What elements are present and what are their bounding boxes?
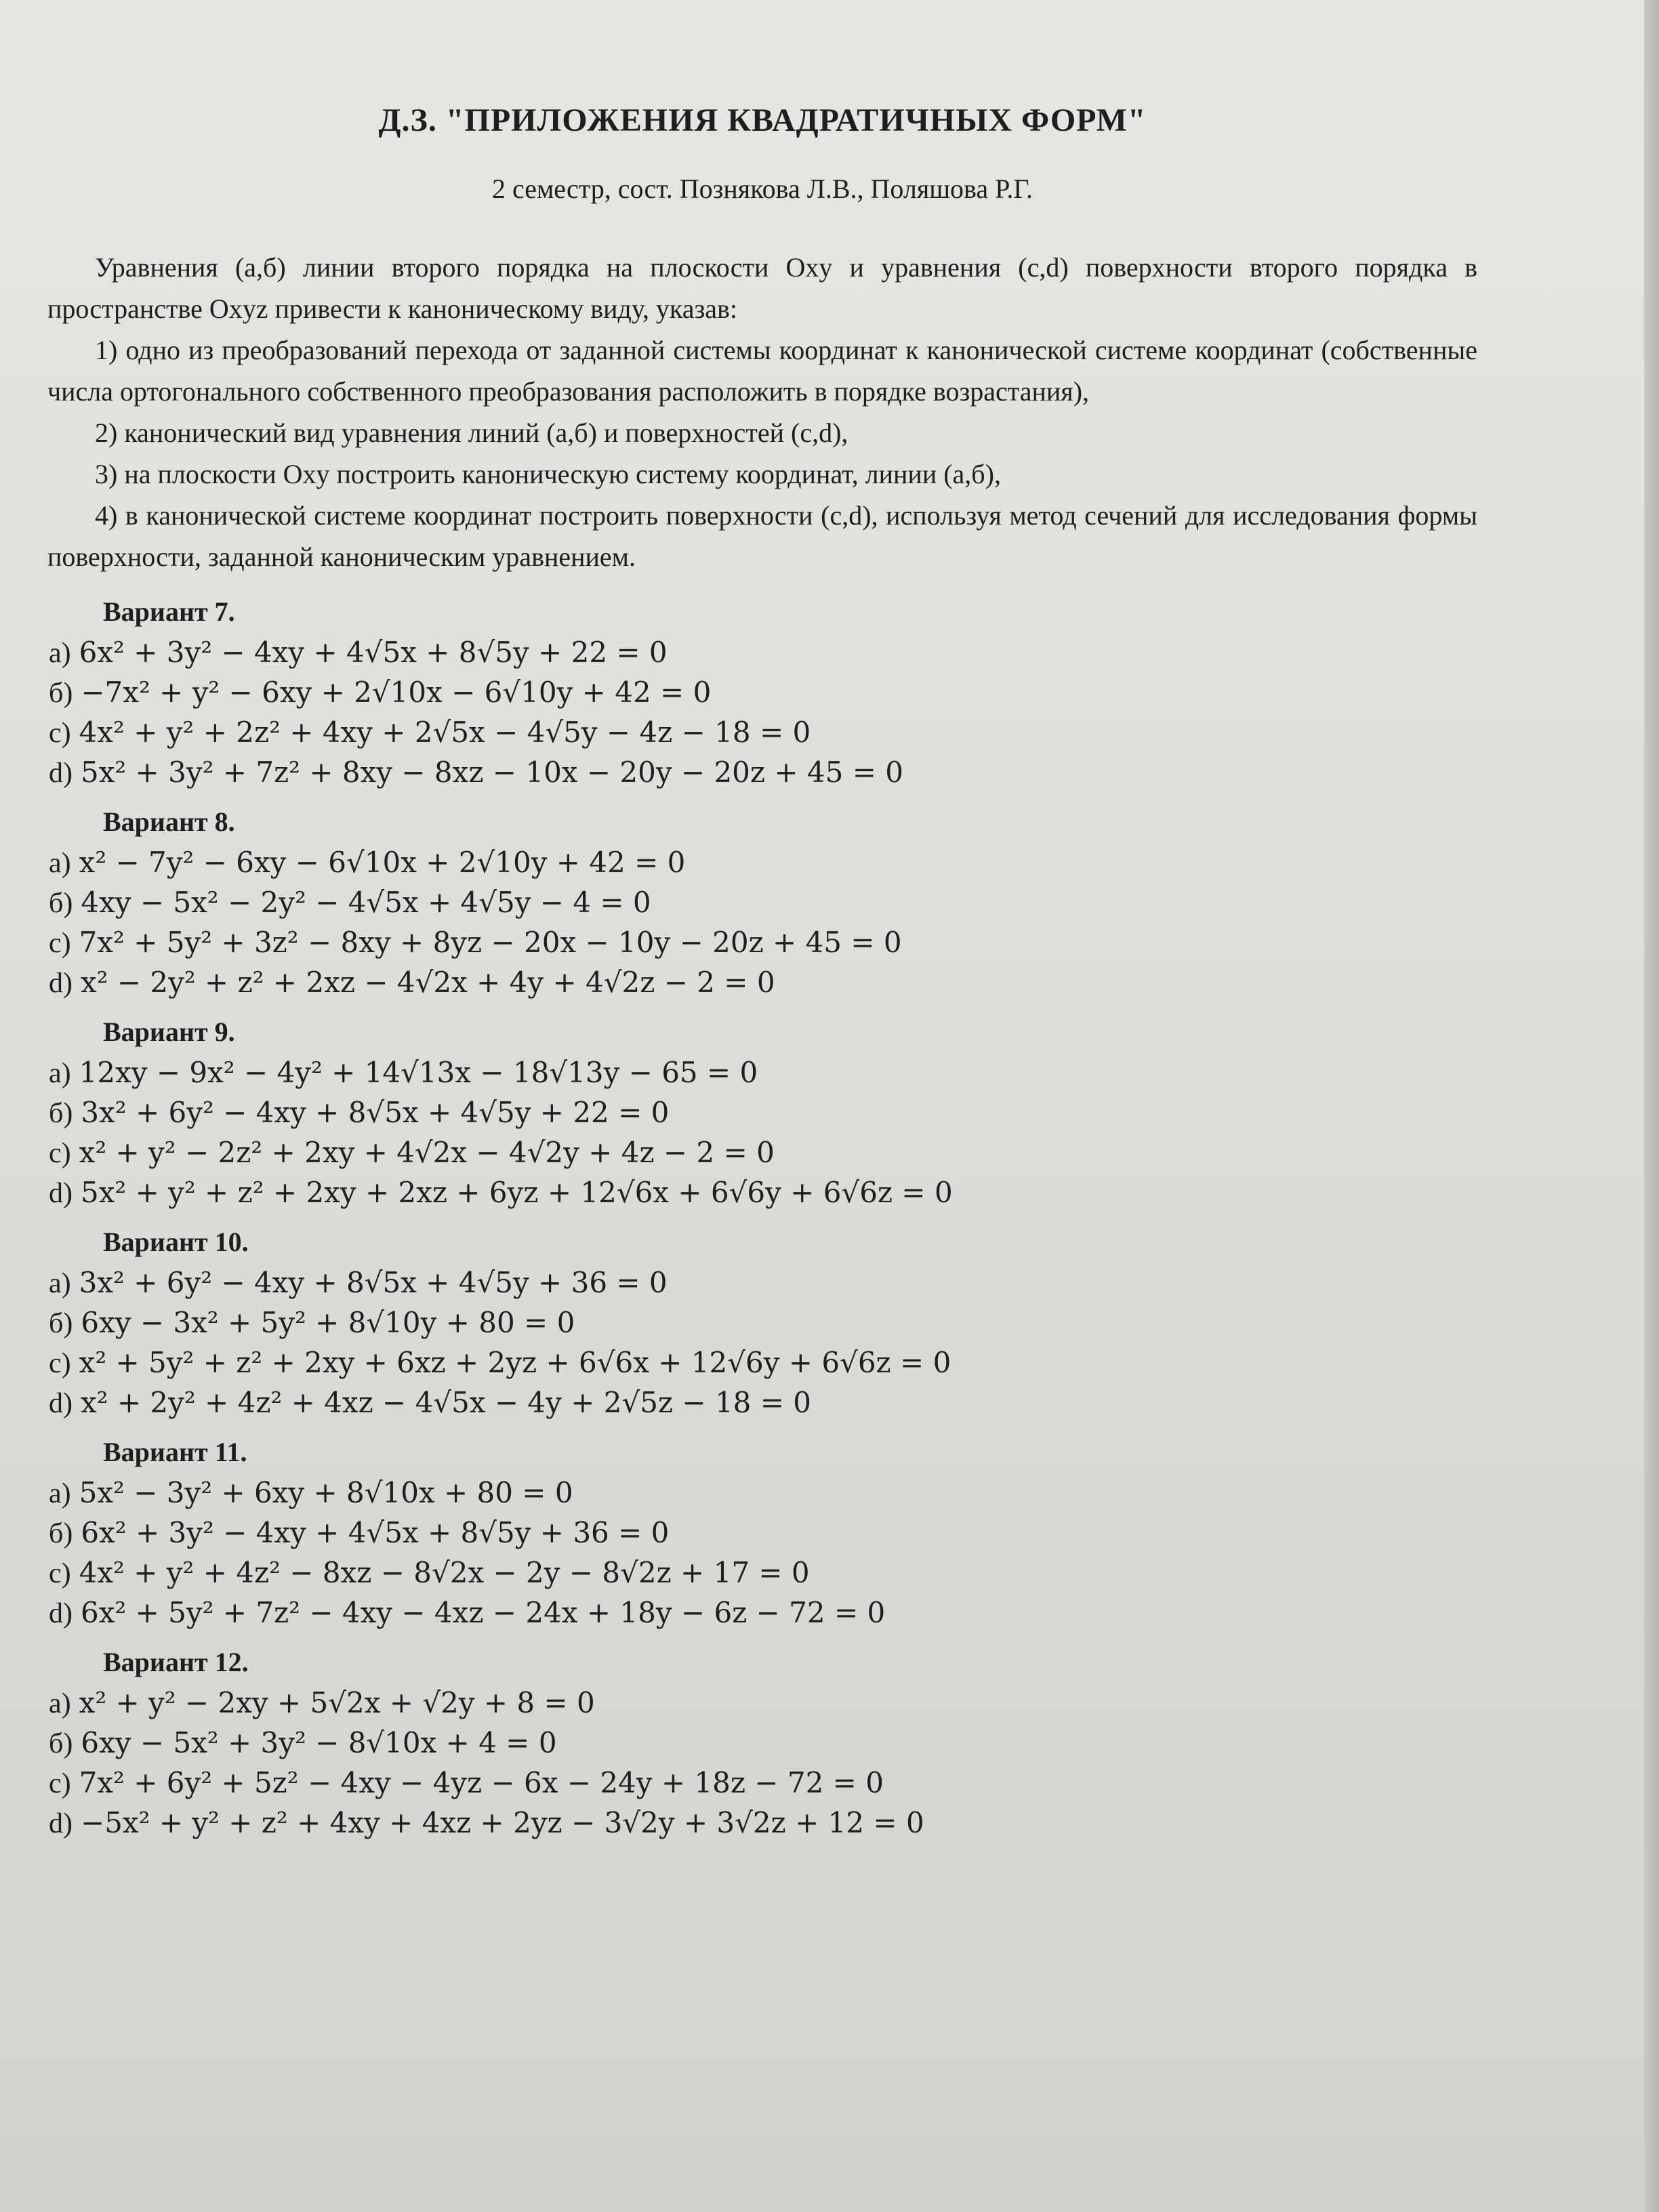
instruction-step-3: 3) на плоскости Oxy построить каноническую систему координат, линии (а,б), <box>95 459 1001 489</box>
variant-block <box>47 1643 1477 1843</box>
variant-title: Вариант 8. <box>103 806 235 837</box>
equation-text: 5x² + 3y² + 7z² + 8xy − 8xz − 10x − 20y − 20z + 45 = 0 <box>81 756 903 789</box>
equation-text: x² + y² − 2xy + 5√2x + √2y + 8 = 0 <box>79 1686 595 1719</box>
equation <box>49 1263 1477 1303</box>
equation <box>49 843 1477 883</box>
paper-edge <box>1644 0 1659 2212</box>
instruction-step-2: 2) канонический вид уравнения линий (а,б) и поверхностей (c,d), <box>95 417 848 448</box>
equation-label: d) <box>49 1808 73 1839</box>
equation-label: d) <box>49 1178 73 1209</box>
equation <box>49 1053 1477 1093</box>
variant-title: Вариант 9. <box>103 1017 235 1047</box>
equation-label: d) <box>49 1598 73 1629</box>
equation-label: c) <box>49 1348 71 1379</box>
instructions <box>47 247 1477 577</box>
variant-block <box>47 1433 1477 1633</box>
equation <box>49 1303 1477 1343</box>
equation-label: б) <box>49 1098 73 1129</box>
instruction-step-1: 1) одно из преобразований перехода от заданной системы координат к канонической системе координат (собственные числа ортогонального собственного преобразования расположить в порядке возрастания), <box>47 335 1477 407</box>
document-title: Д.З. "ПРИЛОЖЕНИЯ КВАДРАТИЧНЫХ ФОРМ" <box>378 102 1147 138</box>
equation-label: а) <box>49 638 71 669</box>
instructions-paragraph: Уравнения (а,б) линии второго порядка на плоскости Oxy и уравнения (c,d) поверхности второго порядка в пространстве Oxyz привести к каноническому виду, указав: <box>47 252 1477 324</box>
equation <box>49 633 1477 673</box>
document-content <box>47 102 1477 1843</box>
equation-label: c) <box>49 1558 71 1589</box>
equation <box>49 883 1477 923</box>
equation-text: x² − 2y² + z² + 2xz − 4√2x + 4y + 4√2z − 2 = 0 <box>81 966 775 999</box>
equation <box>49 713 1477 753</box>
equation-text: −7x² + y² − 6xy + 2√10x − 6√10y + 42 = 0 <box>81 676 712 709</box>
equation-text: 6xy − 3x² + 5y² + 8√10y + 80 = 0 <box>81 1306 575 1339</box>
equation-text: 6xy − 5x² + 3y² − 8√10x + 4 = 0 <box>81 1726 557 1759</box>
equation-text: 3x² + 6y² − 4xy + 8√5x + 4√5y + 22 = 0 <box>81 1096 670 1129</box>
equation-text: x² + 2y² + 4z² + 4xz − 4√5x − 4y + 2√5z − 18 = 0 <box>81 1386 812 1419</box>
equation <box>49 1763 1477 1803</box>
equation-text: 6x² + 3y² − 4xy + 4√5x + 8√5y + 22 = 0 <box>79 636 668 669</box>
equation-label: б) <box>49 1518 73 1549</box>
equation <box>49 1683 1477 1723</box>
variant-title: Вариант 7. <box>103 596 235 627</box>
equation-label: d) <box>49 968 73 999</box>
equation-label: d) <box>49 758 73 789</box>
equation-label: а) <box>49 1688 71 1719</box>
equation <box>49 1513 1477 1553</box>
variant-title: Вариант 12. <box>103 1647 249 1677</box>
equation <box>49 963 1477 1003</box>
equation-label: а) <box>49 848 71 879</box>
variant-block <box>47 1223 1477 1423</box>
equation-text: 3x² + 6y² − 4xy + 8√5x + 4√5y + 36 = 0 <box>79 1266 668 1299</box>
equation-label: а) <box>49 1268 71 1299</box>
equation-text: −5x² + y² + z² + 4xy + 4xz + 2yz − 3√2y + 3√2z + 12 = 0 <box>81 1806 924 1839</box>
equation-label: c) <box>49 1138 71 1169</box>
equation-label: б) <box>49 1728 73 1759</box>
equation <box>49 673 1477 713</box>
equation-label: а) <box>49 1058 71 1089</box>
equation <box>49 1173 1477 1213</box>
equation <box>49 1553 1477 1593</box>
equation-text: 5x² − 3y² + 6xy + 8√10x + 80 = 0 <box>79 1476 573 1509</box>
variant-block <box>47 592 1477 793</box>
variants-list <box>47 592 1477 1843</box>
equation <box>49 1593 1477 1633</box>
equation-label: б) <box>49 678 73 709</box>
equation <box>49 1343 1477 1383</box>
equation-label: c) <box>49 1768 71 1799</box>
equation-text: x² + 5y² + z² + 2xy + 6xz + 2yz + 6√6x + 12√6y + 6√6z = 0 <box>79 1346 951 1379</box>
equation <box>49 1803 1477 1843</box>
equation <box>49 923 1477 963</box>
equation <box>49 1473 1477 1513</box>
equation-text: 5x² + y² + z² + 2xy + 2xz + 6yz + 12√6x + 6√6y + 6√6z = 0 <box>81 1176 953 1209</box>
equation-text: 7x² + 5y² + 3z² − 8xy + 8yz − 20x − 10y − 20z + 45 = 0 <box>79 926 902 959</box>
equation-text: 4x² + y² + 2z² + 4xy + 2√5x − 4√5y − 4z − 18 = 0 <box>79 716 811 749</box>
equation <box>49 1133 1477 1173</box>
equation-text: 6x² + 5y² + 7z² − 4xy − 4xz − 24x + 18y − 6z − 72 = 0 <box>81 1596 886 1629</box>
equation-text: x² + y² − 2z² + 2xy + 4√2x − 4√2y + 4z − 2 = 0 <box>79 1136 775 1169</box>
equation-text: 6x² + 3y² − 4xy + 4√5x + 8√5y + 36 = 0 <box>81 1516 670 1549</box>
equation-label: б) <box>49 1308 73 1339</box>
equation-text: 4xy − 5x² − 2y² − 4√5x + 4√5y − 4 = 0 <box>81 886 651 919</box>
equation-label: d) <box>49 1388 73 1419</box>
equation-text: x² − 7y² − 6xy − 6√10x + 2√10y + 42 = 0 <box>79 846 686 879</box>
equation <box>49 1093 1477 1133</box>
equation-text: 4x² + y² + 4z² − 8xz − 8√2x − 2y − 8√2z + 17 = 0 <box>79 1556 810 1589</box>
equation <box>49 1723 1477 1763</box>
instruction-step-4: 4) в канонической системе координат построить поверхности (c,d), используя метод сечений для исследования формы поверхности, заданной каноническим уравнением. <box>47 500 1477 572</box>
variant-title: Вариант 10. <box>103 1227 249 1257</box>
equation-label: б) <box>49 888 73 919</box>
equation-label: c) <box>49 718 71 749</box>
equation-label: c) <box>49 928 71 959</box>
variant-title: Вариант 11. <box>103 1437 247 1467</box>
equation-text: 7x² + 6y² + 5z² − 4xy − 4yz − 6x − 24y + 18z − 72 = 0 <box>79 1766 884 1799</box>
equation-label: а) <box>49 1478 71 1509</box>
equation-text: 12xy − 9x² − 4y² + 14√13x − 18√13y − 65 = 0 <box>79 1056 758 1089</box>
equation <box>49 1383 1477 1423</box>
variant-block <box>47 1012 1477 1213</box>
document-subtitle: 2 семестр, сост. Познякова Л.В., Поляшова Р.Г. <box>491 173 1033 204</box>
equation <box>49 753 1477 793</box>
variant-block <box>47 802 1477 1003</box>
